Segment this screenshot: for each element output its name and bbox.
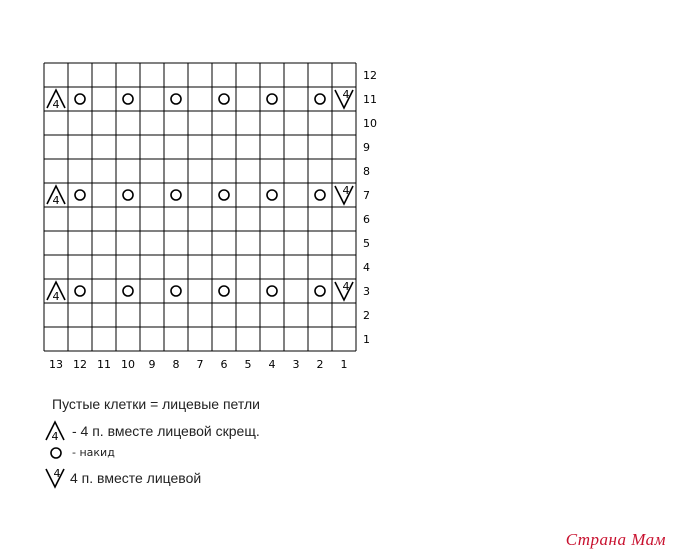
watermark: Страна Мам (565, 530, 666, 549)
row-label: 8 (363, 165, 370, 178)
row-label: 2 (363, 309, 370, 322)
column-label: 9 (148, 358, 156, 371)
column-label: 2 (316, 358, 324, 371)
column-label: 8 (172, 358, 180, 371)
row-label: 6 (363, 213, 370, 226)
legend-k4tog-text: 4 п. вместе лицевой (70, 470, 202, 486)
column-label: 11 (97, 358, 111, 371)
yarn-over-symbol (123, 286, 133, 296)
row-label: 12 (363, 69, 377, 82)
yarn-over-symbol (171, 286, 181, 296)
legend-k4tbl-text: - 4 п. вместе лицевой скрещ. (72, 423, 260, 439)
column-label: 1 (340, 358, 348, 371)
legend-yarn-over-symbol (51, 448, 61, 458)
row-label: 9 (363, 141, 370, 154)
column-label: 13 (49, 358, 63, 371)
column-label: 6 (220, 358, 228, 371)
yarn-over-symbol (219, 190, 229, 200)
yarn-over-symbol (123, 94, 133, 104)
row-label: 10 (363, 117, 377, 130)
column-label: 12 (73, 358, 87, 371)
yarn-over-symbol (219, 286, 229, 296)
row-label: 4 (363, 261, 370, 274)
yarn-over-symbol (75, 94, 85, 104)
legend-k4tbl-symbol-digit: 4 (51, 430, 59, 443)
legend-k4tog-symbol-digit: 4 (53, 467, 61, 480)
yarn-over-symbol (267, 190, 277, 200)
k4tbl-symbol-digit: 4 (52, 290, 60, 303)
legend-plain-cells-text: Пустые клетки = лицевые петли (52, 396, 260, 412)
column-label: 5 (244, 358, 252, 371)
k4tog-symbol-digit: 4 (342, 88, 350, 101)
yarn-over-symbol (75, 286, 85, 296)
legend-yarn-over-text: - накид (72, 446, 115, 459)
yarn-over-symbol (171, 94, 181, 104)
row-label: 7 (363, 189, 370, 202)
row-label: 3 (363, 285, 370, 298)
yarn-over-symbol (315, 94, 325, 104)
yarn-over-symbol (219, 94, 229, 104)
yarn-over-symbol (315, 190, 325, 200)
k4tog-symbol-digit: 4 (342, 280, 350, 293)
k4tog-symbol-digit: 4 (342, 184, 350, 197)
yarn-over-symbol (315, 286, 325, 296)
row-label: 11 (363, 93, 377, 106)
column-label: 4 (268, 358, 276, 371)
k4tbl-symbol-digit: 4 (52, 194, 60, 207)
row-label: 1 (363, 333, 370, 346)
row-label: 5 (363, 237, 370, 250)
yarn-over-symbol (123, 190, 133, 200)
k4tbl-symbol-digit: 4 (52, 98, 60, 111)
column-label: 3 (292, 358, 300, 371)
yarn-over-symbol (267, 286, 277, 296)
yarn-over-symbol (75, 190, 85, 200)
yarn-over-symbol (267, 94, 277, 104)
column-label: 10 (121, 358, 135, 371)
yarn-over-symbol (171, 190, 181, 200)
column-label: 7 (196, 358, 204, 371)
